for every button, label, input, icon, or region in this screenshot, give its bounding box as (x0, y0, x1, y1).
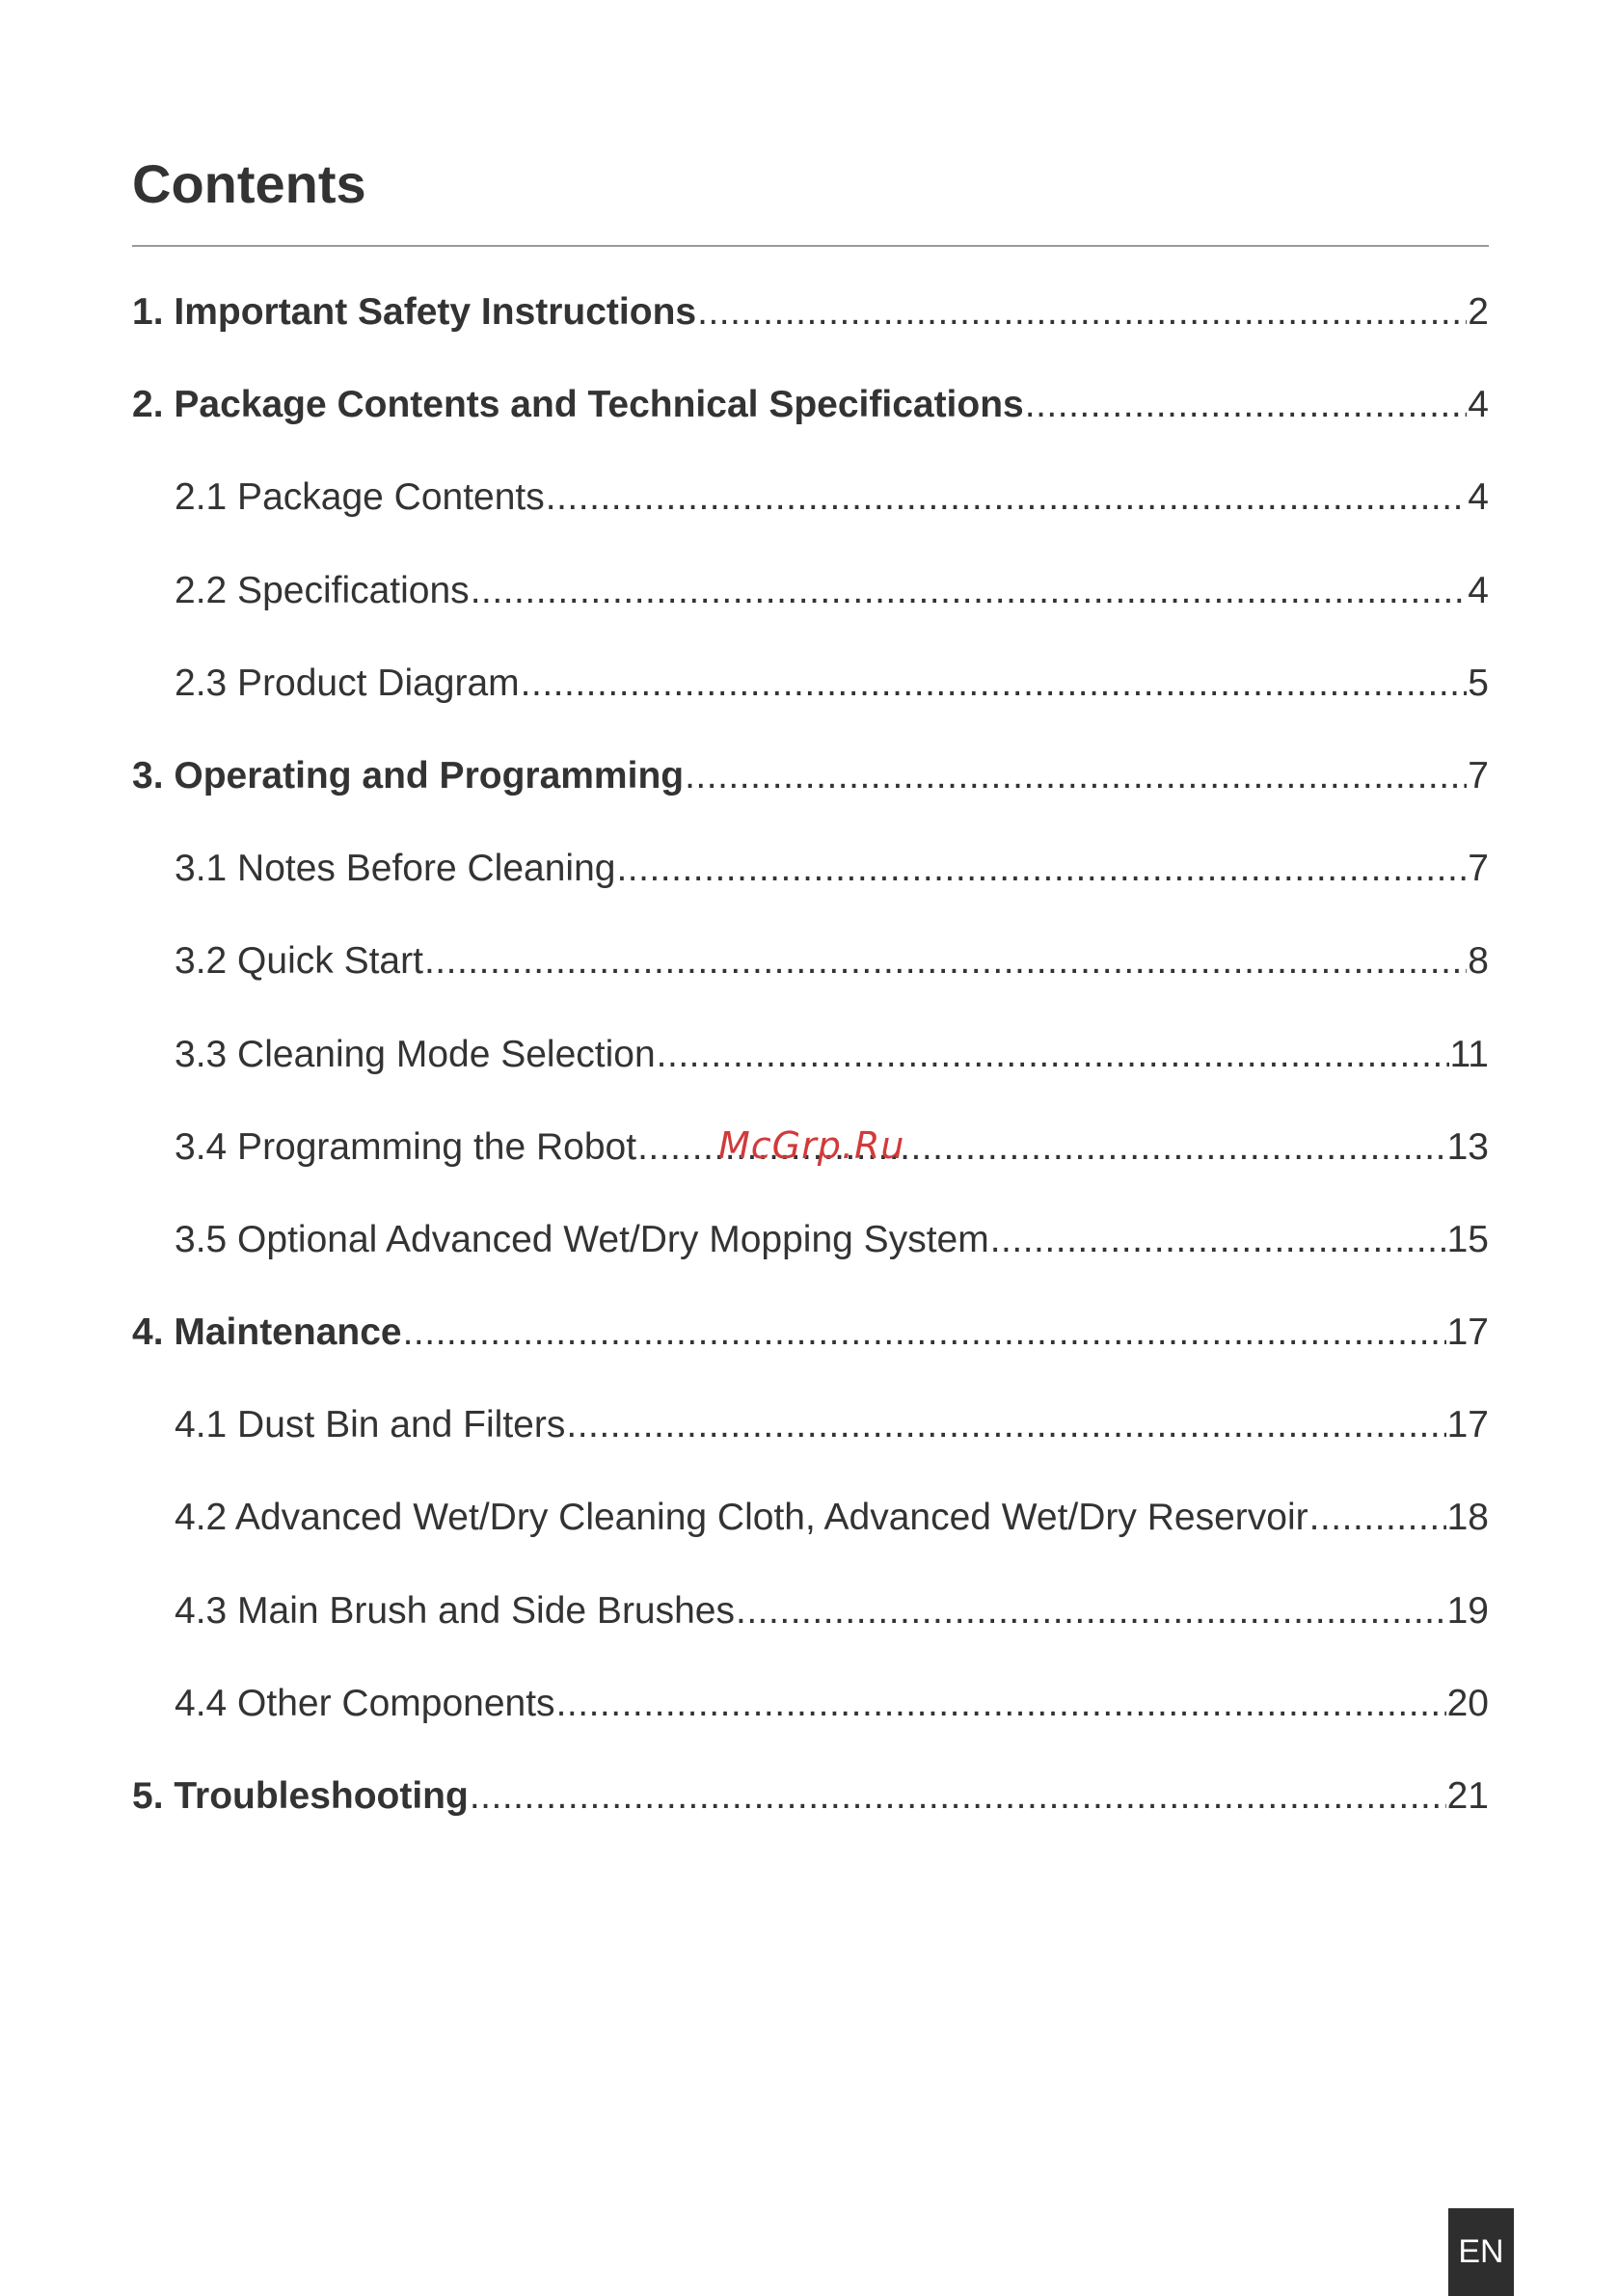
toc-entry-label: 3. Operating and Programming (132, 754, 685, 797)
toc-entry[interactable] (132, 363, 1489, 455)
toc-dot-leader (685, 734, 1467, 819)
toc-entry[interactable] (132, 734, 1489, 826)
toc-entry-label: 4.3 Main Brush and Side Brushes (175, 1589, 736, 1632)
toc-entry-label: 4.2 Advanced Wet/Dry Cleaning Cloth, Advanced Wet/Dry Reservoir (175, 1497, 1308, 1539)
toc-entry-label: 2. Package Contents and Technical Specifications (132, 384, 1024, 426)
toc-entry-label: 3.2 Quick Start (175, 940, 423, 983)
table-of-contents (132, 270, 1489, 1847)
toc-dot-leader (546, 455, 1468, 540)
toc-entry[interactable] (132, 641, 1489, 734)
toc-entry-page-number: 7 (1468, 754, 1489, 797)
toc-entry-page-number: 18 (1446, 1497, 1489, 1539)
toc-entry-page-number: 4 (1468, 384, 1489, 426)
toc-dot-leader (736, 1569, 1446, 1654)
toc-entry-page-number: 17 (1446, 1404, 1489, 1446)
toc-dot-leader (470, 1754, 1446, 1839)
toc-entry-label: 5. Troubleshooting (132, 1775, 469, 1817)
toc-entry-page-number: 11 (1449, 1033, 1489, 1075)
toc-dot-leader (556, 1661, 1446, 1746)
toc-dot-leader (403, 1290, 1446, 1375)
toc-entry-page-number: 20 (1446, 1682, 1489, 1724)
toc-dot-leader (521, 641, 1468, 726)
toc-entry-page-number: 5 (1468, 662, 1489, 704)
toc-entry-label: 4.4 Other Components (175, 1682, 555, 1724)
toc-entry-label: 2.3 Product Diagram (175, 662, 520, 704)
toc-entry-label: 3.5 Optional Advanced Wet/Dry Mopping System (175, 1218, 989, 1260)
toc-entry-page-number: 4 (1468, 569, 1489, 611)
toc-entry[interactable] (132, 1290, 1489, 1383)
toc-entry[interactable] (132, 1013, 1489, 1105)
toc-entry[interactable] (132, 1475, 1489, 1568)
toc-entry-page-number: 7 (1468, 848, 1489, 890)
toc-dot-leader (471, 549, 1468, 634)
toc-entry-label: 3.1 Notes Before Cleaning (175, 848, 616, 890)
language-tab-label: EN (1458, 2233, 1504, 2270)
toc-dot-leader (697, 270, 1467, 355)
toc-entry[interactable] (132, 1754, 1489, 1847)
toc-entry-page-number: 2 (1468, 291, 1489, 333)
toc-dot-leader (566, 1383, 1445, 1468)
toc-dot-leader (990, 1198, 1446, 1283)
toc-entry-label: 1. Important Safety Instructions (132, 291, 697, 333)
toc-entry[interactable] (132, 826, 1489, 919)
watermark: McGrp.Ru (718, 1124, 905, 1167)
toc-entry-page-number: 13 (1446, 1125, 1489, 1168)
toc-entry[interactable] (132, 919, 1489, 1012)
toc-dot-leader (1025, 363, 1468, 447)
language-tab (1448, 2208, 1514, 2296)
toc-entry-page-number: 21 (1446, 1775, 1489, 1817)
toc-entry-page-number: 4 (1468, 476, 1489, 519)
toc-entry[interactable] (132, 1569, 1489, 1661)
toc-entry-page-number: 15 (1446, 1218, 1489, 1260)
toc-entry-label: 3.3 Cleaning Mode Selection (175, 1033, 656, 1075)
toc-entry-page-number: 19 (1446, 1589, 1489, 1632)
toc-entry[interactable] (132, 1198, 1489, 1290)
toc-entry[interactable] (132, 1661, 1489, 1754)
toc-entry[interactable] (132, 455, 1489, 548)
toc-entry-label: 3.4 Programming the Robot (175, 1125, 637, 1168)
toc-entry-page-number: 17 (1446, 1311, 1489, 1354)
toc-entry-label: 4.1 Dust Bin and Filters (175, 1404, 566, 1446)
page-title: Contents (132, 153, 366, 214)
toc-entry[interactable] (132, 270, 1489, 363)
toc-entry-label: 2.2 Specifications (175, 569, 470, 611)
toc-entry-label: 2.1 Package Contents (175, 476, 545, 519)
toc-entry[interactable] (132, 549, 1489, 641)
toc-dot-leader (657, 1013, 1449, 1097)
toc-dot-leader (616, 826, 1467, 911)
toc-dot-leader (424, 919, 1467, 1004)
toc-entry-page-number: 8 (1468, 940, 1489, 983)
title-divider (132, 245, 1489, 247)
toc-entry-label: 4. Maintenance (132, 1311, 402, 1354)
toc-entry[interactable] (132, 1383, 1489, 1475)
toc-dot-leader (1309, 1475, 1446, 1560)
